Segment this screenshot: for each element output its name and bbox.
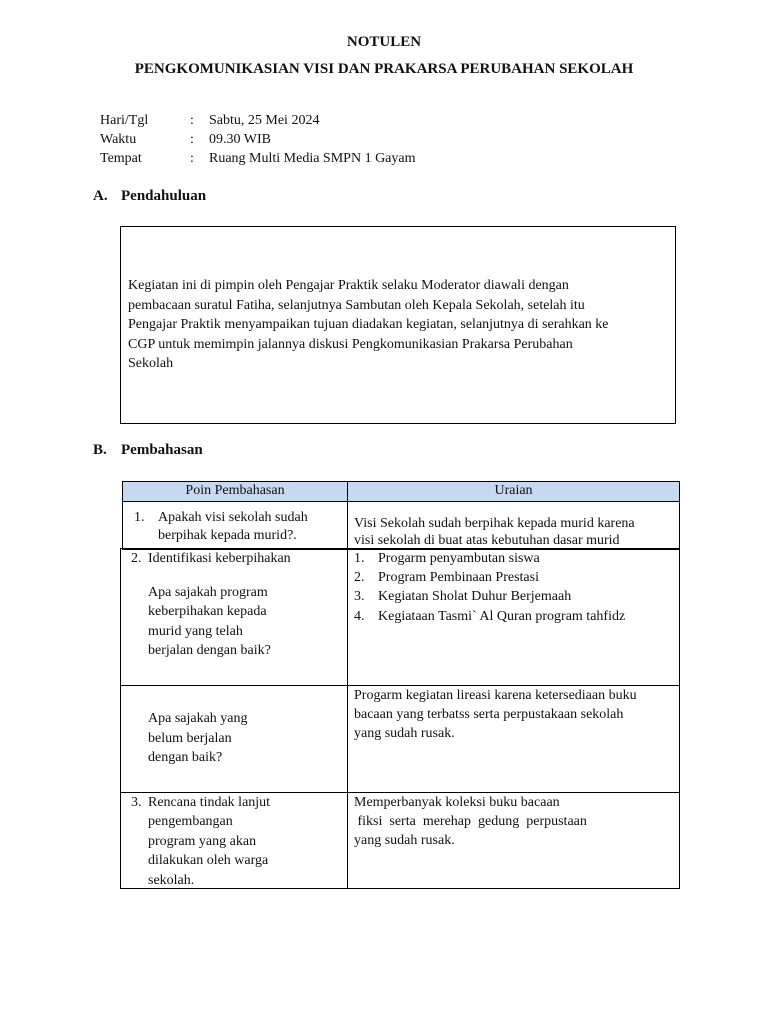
point-text: sekolah. [148, 873, 195, 888]
intro-line: Pengajar Praktik menyampaikan tujuan diadakan kegiatan, selanjutnya di serahkan ke [128, 317, 609, 332]
description-text: Progarm kegiatan lireasi karena ketersediaan buku [354, 688, 637, 703]
description-text: Memperbanyak koleksi buku bacaan [354, 795, 560, 810]
section-number: A. [93, 188, 108, 204]
info-value-place: Ruang Multi Media SMPN 1 Gayam [209, 151, 416, 166]
document-subtitle: PENGKOMUNIKASIAN VISI DAN PRAKARSA PERUBAHAN SEKOLAH [134, 61, 634, 77]
info-label-date: Hari/Tgl [100, 113, 149, 128]
table-row [120, 792, 348, 889]
section-number: B. [93, 442, 107, 458]
question-text: keberpihakan kepada [148, 604, 267, 619]
question-text: murid yang telah [148, 624, 243, 639]
list-text: Kegiataan Tasmi` Al Quran program tahfidz [378, 609, 626, 624]
row-number: 2. [131, 551, 142, 566]
table-cell-description [347, 792, 680, 889]
question-text: berjalan dengan baik? [148, 643, 271, 658]
description-text: Visi Sekolah sudah berpihak kepada murid karena [354, 516, 635, 531]
section-a-heading [93, 188, 393, 208]
list-text: Program Pembinaan Prestasi [378, 570, 539, 585]
info-colon: : [190, 151, 194, 166]
table-row [120, 548, 348, 686]
table-header-description: Uraian [347, 481, 680, 502]
question-text: Apa sajakah yang [148, 711, 248, 726]
description-text: fiksi serta merehap gedung perpustaan [354, 814, 587, 829]
section-b-heading [93, 442, 393, 462]
point-text: berpihak kepada murid?. [158, 528, 297, 543]
intro-line: pembacaan suratul Fatiha, selanjutnya Sambutan oleh Kepala Sekolah, setelah itu [128, 297, 585, 313]
question-text: belum berjalan [148, 731, 232, 746]
list-text: Progarm penyambutan siswa [378, 551, 540, 566]
info-label-time: Waktu [100, 132, 137, 147]
table-row [120, 685, 348, 793]
table-row [122, 501, 348, 550]
info-colon: : [190, 132, 194, 147]
document-title: NOTULEN [346, 34, 422, 50]
table-cell-description [347, 685, 680, 793]
intro-line: Sekolah [128, 356, 174, 371]
info-value-date: Sabtu, 25 Mei 2024 [209, 113, 320, 128]
info-label-place: Tempat [100, 151, 142, 166]
intro-line: CGP untuk memimpin jalannya diskusi Pengkomunikasian Prakarsa Perubahan [128, 336, 573, 352]
row-number: 1. [134, 510, 145, 525]
table-cell-description [347, 548, 680, 686]
description-text: visi sekolah di buat atas kebutuhan dasar murid [354, 533, 620, 548]
intro-box [120, 226, 676, 424]
point-text: Apakah visi sekolah sudah [158, 510, 308, 525]
point-text: program yang akan [148, 834, 257, 849]
point-text: dilakukan oleh warga [148, 853, 269, 868]
table-header-point: Poin Pembahasan [122, 481, 348, 502]
list-number: 2. [354, 570, 365, 585]
row-number: 3. [131, 795, 142, 810]
point-title: Identifikasi keberpihakan [148, 551, 291, 566]
list-number: 3. [354, 589, 365, 604]
info-colon: : [190, 113, 194, 128]
list-number: 1. [354, 551, 365, 566]
point-text: pengembangan [148, 814, 233, 829]
section-title: Pembahasan [121, 442, 203, 458]
question-text: Apa sajakah program [148, 585, 268, 600]
point-text: Rencana tindak lanjut [148, 795, 271, 810]
description-text: yang sudah rusak. [354, 833, 455, 848]
intro-line: Kegiatan ini di pimpin oleh Pengajar Praktik selaku Moderator diawali dengan [128, 278, 569, 293]
table-cell-description [347, 501, 680, 550]
description-text: bacaan yang terbatss serta perpustakaan sekolah [354, 707, 624, 722]
info-value-time: 09.30 WIB [209, 132, 271, 147]
intro-paragraph [128, 276, 673, 374]
list-number: 4. [354, 609, 365, 624]
list-text: Kegiatan Sholat Duhur Berjemaah [378, 589, 572, 604]
section-title: Pendahuluan [121, 188, 207, 204]
question-text: dengan baik? [148, 750, 223, 765]
description-text: yang sudah rusak. [354, 726, 455, 741]
